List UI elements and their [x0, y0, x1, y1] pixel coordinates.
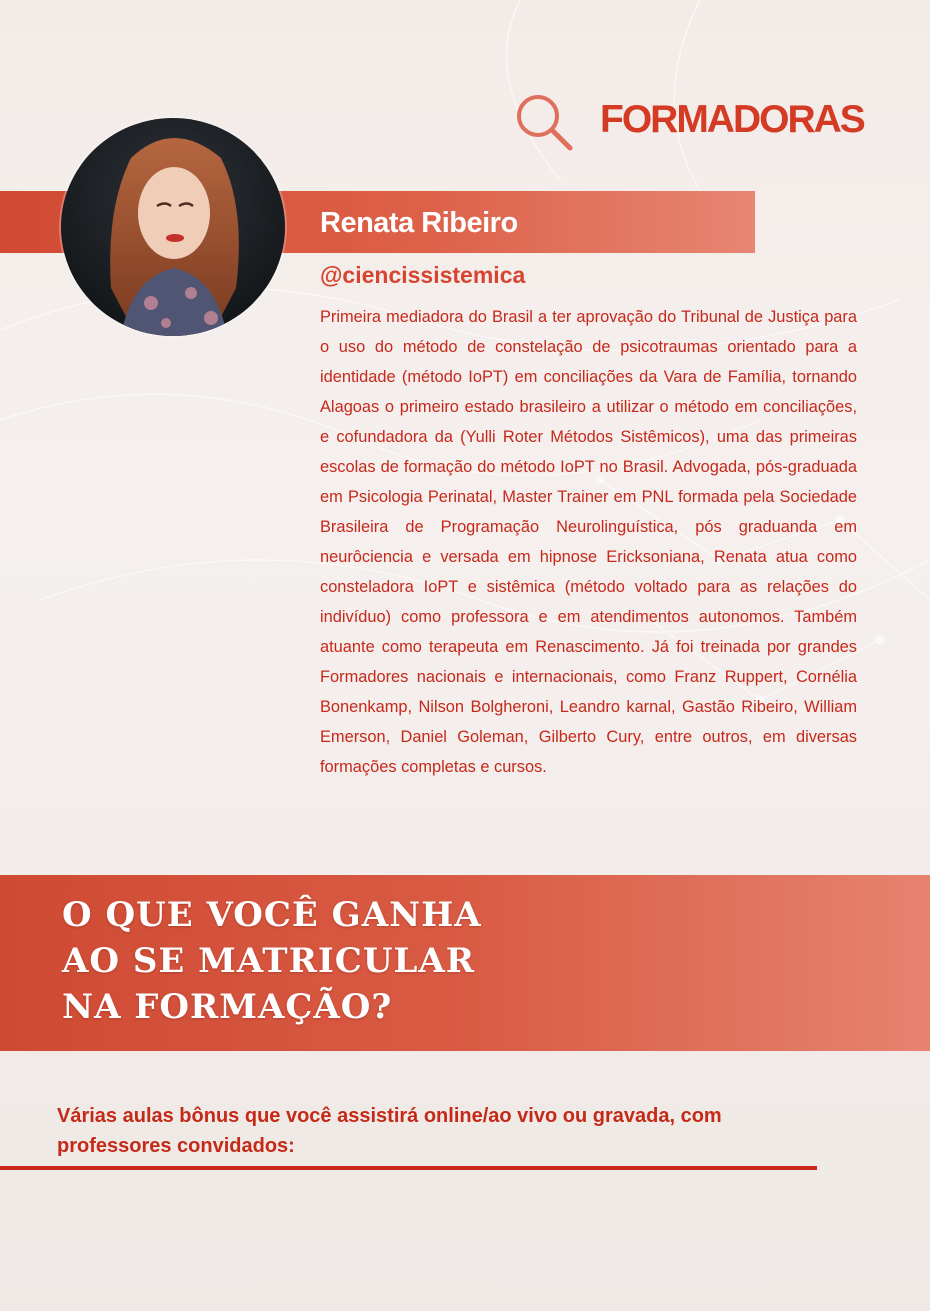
bonus-description: Várias aulas bônus que você assistirá online/ao vivo ou gravada, com professores convidados:	[57, 1105, 722, 1157]
formadora-name: Renata Ribeiro	[320, 207, 518, 239]
divider-rule	[0, 1166, 817, 1170]
cta-heading-line-2: AO SE MATRICULAR	[62, 941, 476, 981]
formadora-bio: Primeira mediadora do Brasil a ter aprovação do Tribunal de Justiça para o uso do método de constelação de psicotraumas orientado para a identidade (método IoPT) em conciliações da Vara de Família, tornando Alagoas o primeiro estado brasileiro a utilizar o método em conciliações, e cofundadora da (Yulli Roter Métodos Sistêmicos), uma das primeiras escolas de formação do método IoPT no Brasil. Advogada, pós-graduada em Psicologia Perinatal, Master Trainer em PNL formada pela Sociedade Brasileira de Programação Neurolinguística, pós graduanda em neurôciencia e versada em hipnose Ericksoniana, Renata atua como consteladora IoPT e sistêmica (método voltado para as relações do indivíduo) como professora e em atendimentos autonomos. Também atuante como terapeuta em Renascimento. Já foi treinada por grandes Formadores nacionais e internacionais, como Franz Ruppert, Cornélia Bonenkamp, Nilson Bolgheroni, Leandro karnal, Gastão Ribeiro, William Emerson, Daniel Goleman, Gilberto Cury, entre outros, em diversas formações completas e cursos.	[320, 308, 857, 776]
profile-photo	[61, 118, 285, 336]
cta-heading-line-3: NA FORMAÇÃO?	[62, 987, 393, 1027]
cta-heading-line-1: O QUE VOCÊ GANHA	[62, 895, 482, 935]
search-icon	[512, 90, 576, 154]
section-title: FORMADORAS	[600, 98, 864, 141]
social-handle[interactable]: @ciencissistemica	[320, 262, 526, 288]
cta-banner	[0, 875, 930, 1051]
